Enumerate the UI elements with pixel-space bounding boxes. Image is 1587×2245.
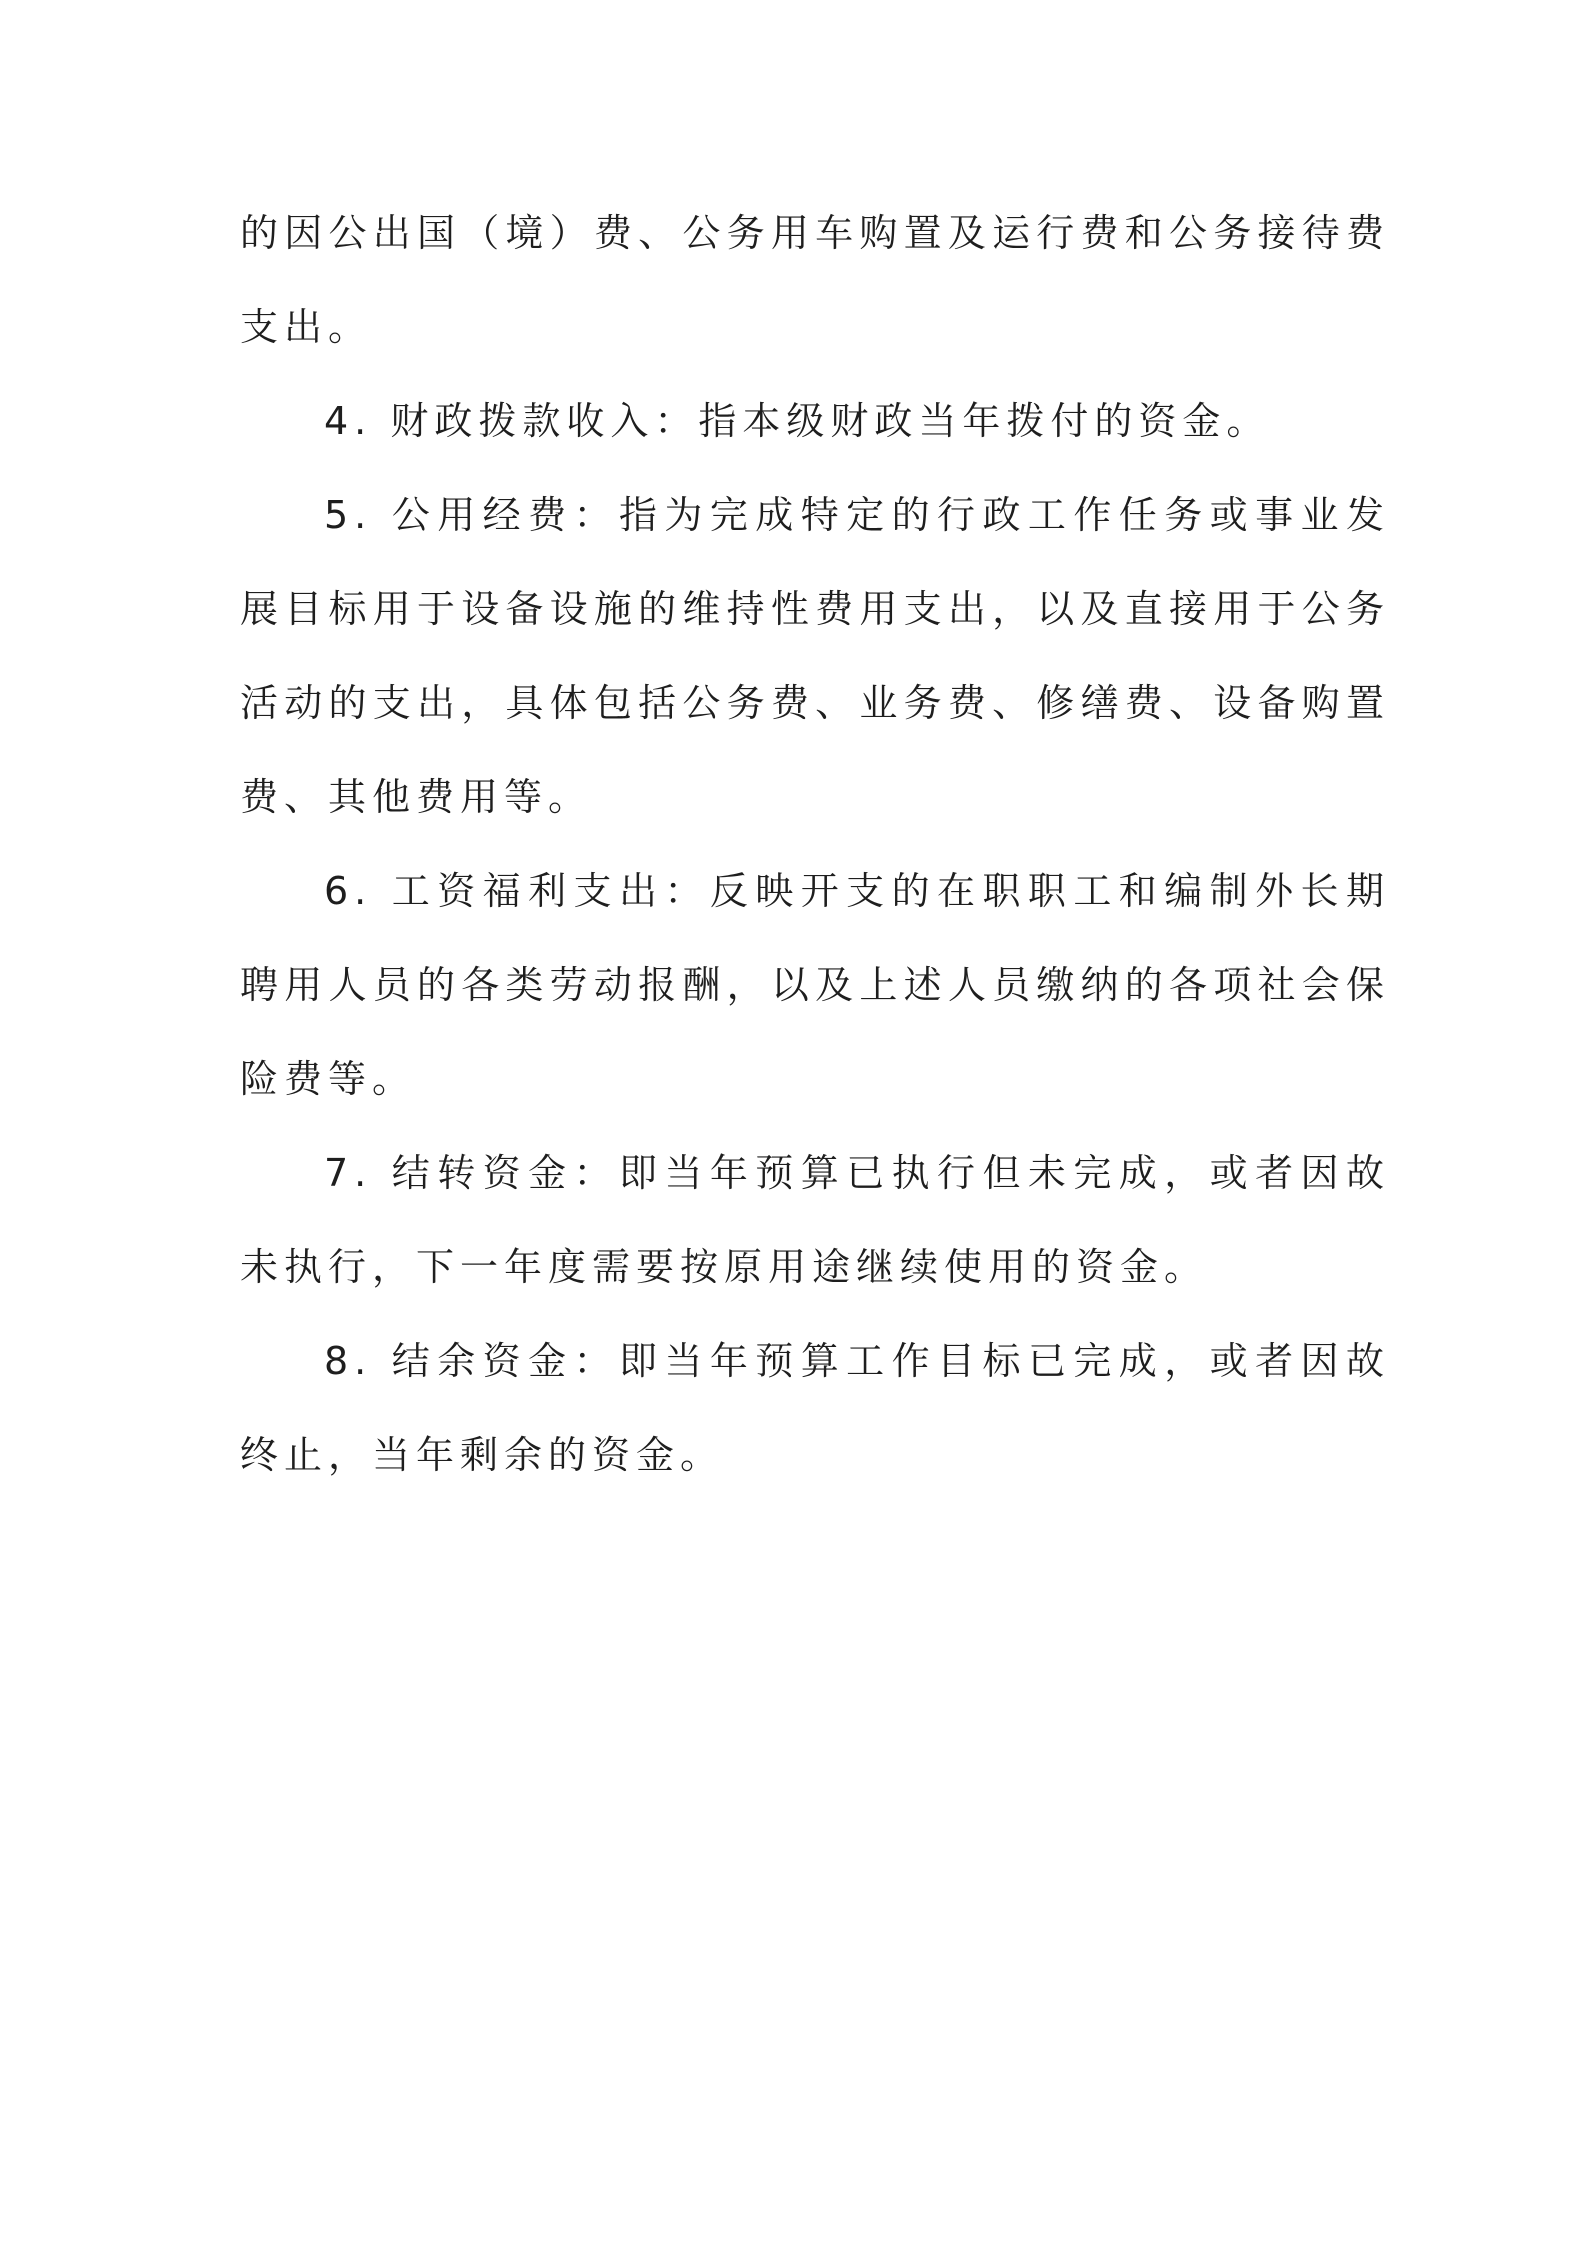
paragraph-continuation: 的因公出国（境）费、公务用车购置及运行费和公务接待费支出。 <box>240 211 1390 349</box>
paragraph-item-7: 7. 结转资金：即当年预算已执行但未完成，或者因故未执行，下一年度需要按原用途继续使用的资金。 <box>240 1151 1390 1289</box>
paragraph-item-8: 8. 结余资金：即当年预算工作目标已完成，或者因故终止，当年剩余的资金。 <box>240 1339 1390 1477</box>
document-body <box>240 186 1390 1502</box>
paragraph-item-5: 5. 公用经费：指为完成特定的行政工作任务或事业发展目标用于设备设施的维持性费用支出，以及直接用于公务活动的支出，具体包括公务费、业务费、修缮费、设备购置费、其他费用等。 <box>240 493 1390 819</box>
paragraph-item-4: 4. 财政拨款收入：指本级财政当年拨付的资金。 <box>324 399 1271 443</box>
paragraph-item-6: 6. 工资福利支出：反映开支的在职职工和编制外长期聘用人员的各类劳动报酬，以及上述人员缴纳的各项社会保险费等。 <box>240 869 1390 1101</box>
